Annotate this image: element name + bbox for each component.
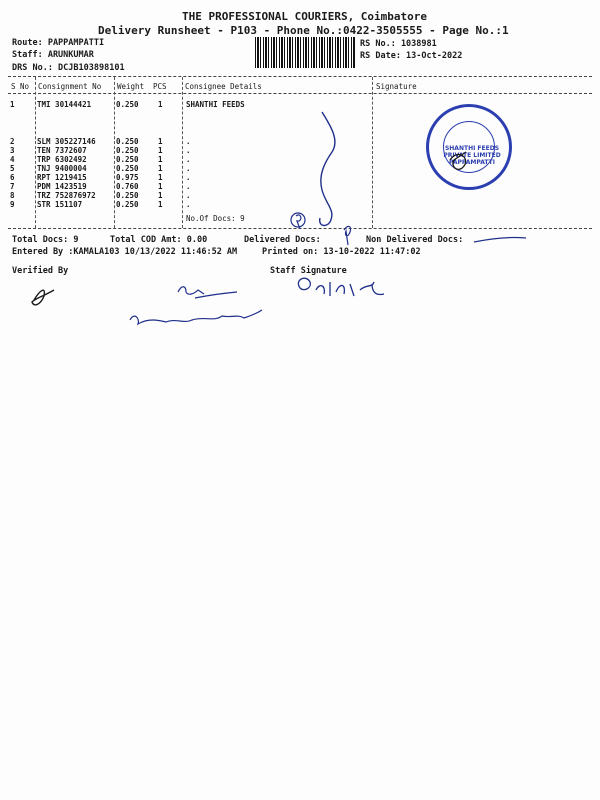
row-consignment: TMI 30144421 <box>37 100 92 109</box>
verified-by-label: Verified By <box>12 266 69 276</box>
col-header-signature: Signature <box>376 82 417 91</box>
drs-number: DRS No.: DCJB103898101 <box>12 63 125 73</box>
total-docs: Total Docs: 9 <box>12 235 79 245</box>
row-consignment: TNJ 9400004 <box>37 164 87 173</box>
col-header-consignment: Consignment No <box>38 82 102 91</box>
row-consignee: . <box>186 200 191 209</box>
non-delivered-docs: Non Delivered Docs: <box>366 235 464 245</box>
total-cod-amount: Total COD Amt: 0.00 <box>110 235 208 245</box>
col-header-consignee: Consignee Details <box>185 82 262 91</box>
row-pcs: 1 <box>158 191 163 200</box>
staff-initials <box>178 287 237 298</box>
delivery-bracket-stroke <box>320 112 335 225</box>
row-sno: 6 <box>10 173 15 182</box>
row-pcs: 1 <box>158 137 163 146</box>
row-consignment: STR 151107 <box>37 200 83 209</box>
row-sno: 7 <box>10 182 15 191</box>
rs-date: RS Date: 13-Oct-2022 <box>360 51 463 61</box>
row-weight: 0.250 <box>116 137 139 146</box>
stamp-text: SHANTHI FEEDS PRIVATE LIMITED PAPPAMPATTI <box>443 145 501 166</box>
col-header-sno: S No <box>11 82 30 91</box>
row-sno: 4 <box>10 155 15 164</box>
staff-name-handwritten <box>130 310 262 324</box>
entered-by: Entered By :KAMALA103 10/13/2022 11:46:52 AM <box>12 247 238 257</box>
rs-number: RS No.: 1038981 <box>360 39 437 49</box>
row-sno: 2 <box>10 137 15 146</box>
row-consignee: . <box>186 155 191 164</box>
row-pcs: 1 <box>158 164 163 173</box>
row-weight: 0.250 <box>116 200 139 209</box>
row-pcs: 1 <box>158 182 163 191</box>
row-consignment: SLM 305227146 <box>37 137 96 146</box>
row-consignment: PDM 1423519 <box>37 182 87 191</box>
row-sno: 3 <box>10 146 15 155</box>
row-consignee: . <box>186 146 191 155</box>
row-weight: 0.250 <box>116 191 139 200</box>
printed-on: Printed on: 13-10-2022 11:47:02 <box>262 247 421 257</box>
row-consignee: . <box>186 164 191 173</box>
row-consignee: . <box>186 173 191 182</box>
row-weight: 0.760 <box>116 182 139 191</box>
row-sno: 9 <box>10 200 15 209</box>
row-pcs: 1 <box>158 146 163 155</box>
delivered-docs: Delivered Docs: <box>244 235 321 245</box>
staff-signature-label: Staff Signature <box>270 266 347 276</box>
staff-signature-handwritten <box>298 278 384 296</box>
row-weight: 0.250 <box>116 146 139 155</box>
row-consignee: SHANTHI FEEDS <box>186 100 245 109</box>
row-sno: 5 <box>10 164 15 173</box>
route-label: Route: PAPPAMPATTI <box>12 38 105 48</box>
row-pcs: 1 <box>158 155 163 164</box>
verified-signature <box>32 290 54 305</box>
row-consignment: TRP 6302492 <box>37 155 87 164</box>
row-pcs: 1 <box>158 100 163 109</box>
row-weight: 0.250 <box>116 155 139 164</box>
row-pcs: 1 <box>158 200 163 209</box>
row-pcs: 1 <box>158 173 163 182</box>
row-sno: 1 <box>10 100 15 109</box>
row-consignee: . <box>186 137 191 146</box>
row-sno: 8 <box>10 191 15 200</box>
row-consignee: . <box>186 191 191 200</box>
delivered-count-mark <box>344 226 351 245</box>
runsheet-subtitle: Delivery Runsheet - P103 - Phone No.:0422-3505555 - Page No.:1 <box>98 24 509 37</box>
no-of-docs: No.Of Docs: 9 <box>186 214 245 223</box>
non-delivered-dash <box>474 238 526 243</box>
col-header-pcs: PCS <box>153 82 167 91</box>
row-consignment: TEN 7372607 <box>37 146 87 155</box>
row-weight: 0.250 <box>116 100 139 109</box>
row-weight: 0.250 <box>116 164 139 173</box>
company-title: THE PROFESSIONAL COURIERS, Coimbatore <box>182 10 428 23</box>
col-header-weight: Weight <box>117 82 145 91</box>
staff-label: Staff: ARUNKUMAR <box>12 50 94 60</box>
row-consignment: RPT 1219415 <box>37 173 87 182</box>
row-weight: 0.975 <box>116 173 139 182</box>
stamp-signature <box>450 152 466 169</box>
row-consignee: . <box>186 182 191 191</box>
row-consignment: TRZ 752876972 <box>37 191 96 200</box>
